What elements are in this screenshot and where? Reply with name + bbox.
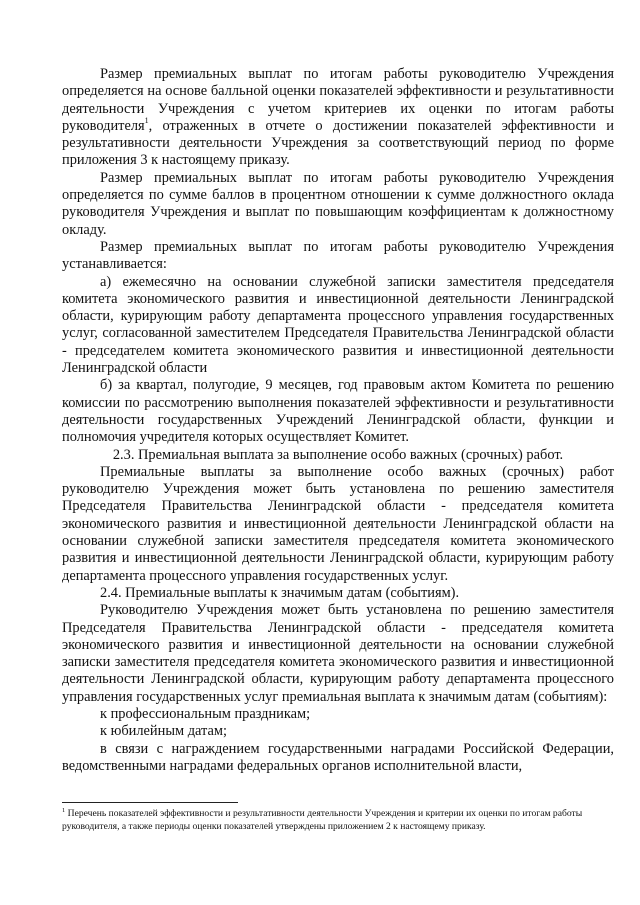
document-body bbox=[62, 66, 614, 775]
paragraph: Размер премиальных выплат по итогам работы руководителю Учреждения устанавливается: bbox=[62, 238, 614, 273]
footnote-ref: 1 bbox=[144, 116, 149, 126]
paragraph: Премиальные выплаты за выполнение особо важных (срочных) работ руководителю Учреждения может быть установлена по решению заместителя Председателя Правительства Ленинградской области - председателя комитета экономического развития и инвестиционной деятельности Ленинградской области на основании служебной записки заместителя председателя комитета экономического развития и инвестиционной деятельности Ленинградской области, курирующим работу департамента процессного управления государственных услуг. bbox=[62, 463, 614, 584]
list-item: б) за квартал, полугодие, 9 месяцев, год правовым актом Комитета по решению комиссии по рассмотрению выполнения показателей эффективности и результативности деятельности государственных Учреждений Ленинградской области, функции и полномочия учредителя которых осуществляет Комитет. bbox=[62, 377, 614, 446]
list-item: к профессиональным праздникам; bbox=[100, 705, 311, 722]
footnote-marker: 1 bbox=[62, 806, 66, 814]
paragraph: Руководителю Учреждения может быть установлена по решению заместителя Председателя Правительства Ленинградской области - председателя комитета экономического развития и инвестиционной деятельности на основании служебной записки заместителя председателя комитета экономического развития и инвестиционной деятельности Ленинградской области, курирующим работу департамента процессного управления государственных услуг премиальная выплата к значимым датам (событиям): bbox=[62, 602, 614, 705]
section-heading: 2.4. Премиальные выплаты к значимым датам (событиям). bbox=[100, 584, 460, 601]
footnote-text: Перечень показателей эффективности и результативности деятельности Учреждения и критерии их оценки по итогам работы руководителя, а также периоды оценки показателей утверждены приложением 2 к настоящему приказу. bbox=[62, 808, 583, 832]
section-heading: 2.3. Премиальная выплата за выполнение особо важных (срочных) работ. bbox=[112, 446, 564, 463]
footnote bbox=[62, 808, 614, 833]
list-item: к юбилейным датам; bbox=[100, 723, 227, 740]
paragraph: в связи с награждением государственными наградами Российской Федерации, ведомственными наградами федеральных органов исполнительной власти, bbox=[62, 740, 614, 774]
footnote-separator bbox=[62, 802, 238, 803]
list-item: а) ежемесячно на основании служебной записки заместителя председателя комитета экономического развития и инвестиционной деятельности Ленинградской области, курирующим работу департамента процессного управления государственных услуг, согласованной заместителем Председателя Правительства Ленинградской области - председателем комитета экономического развития и инвестиционной деятельности Ленинградской области bbox=[62, 273, 614, 377]
paragraph: Размер премиальных выплат по итогам работы руководителю Учреждения определяется на основе балльной оценки показателей эффективности и результативности деятельности Учреждения с учетом критериев их оценки по итогам работы руководителя$^1$, отраженных в отчете о достижении показателей эффективности и результативности деятельности Учреждения за соответствующий период по форме приложения 3 к настоящему приказу. bbox=[62, 66, 614, 169]
paragraph: Размер премиальных выплат по итогам работы руководителю Учреждения определяется по сумме баллов в процентном отношении к сумме должностного оклада руководителя Учреждения и выплат по повышающим коэффициентам к должностному окладу. bbox=[62, 169, 614, 238]
